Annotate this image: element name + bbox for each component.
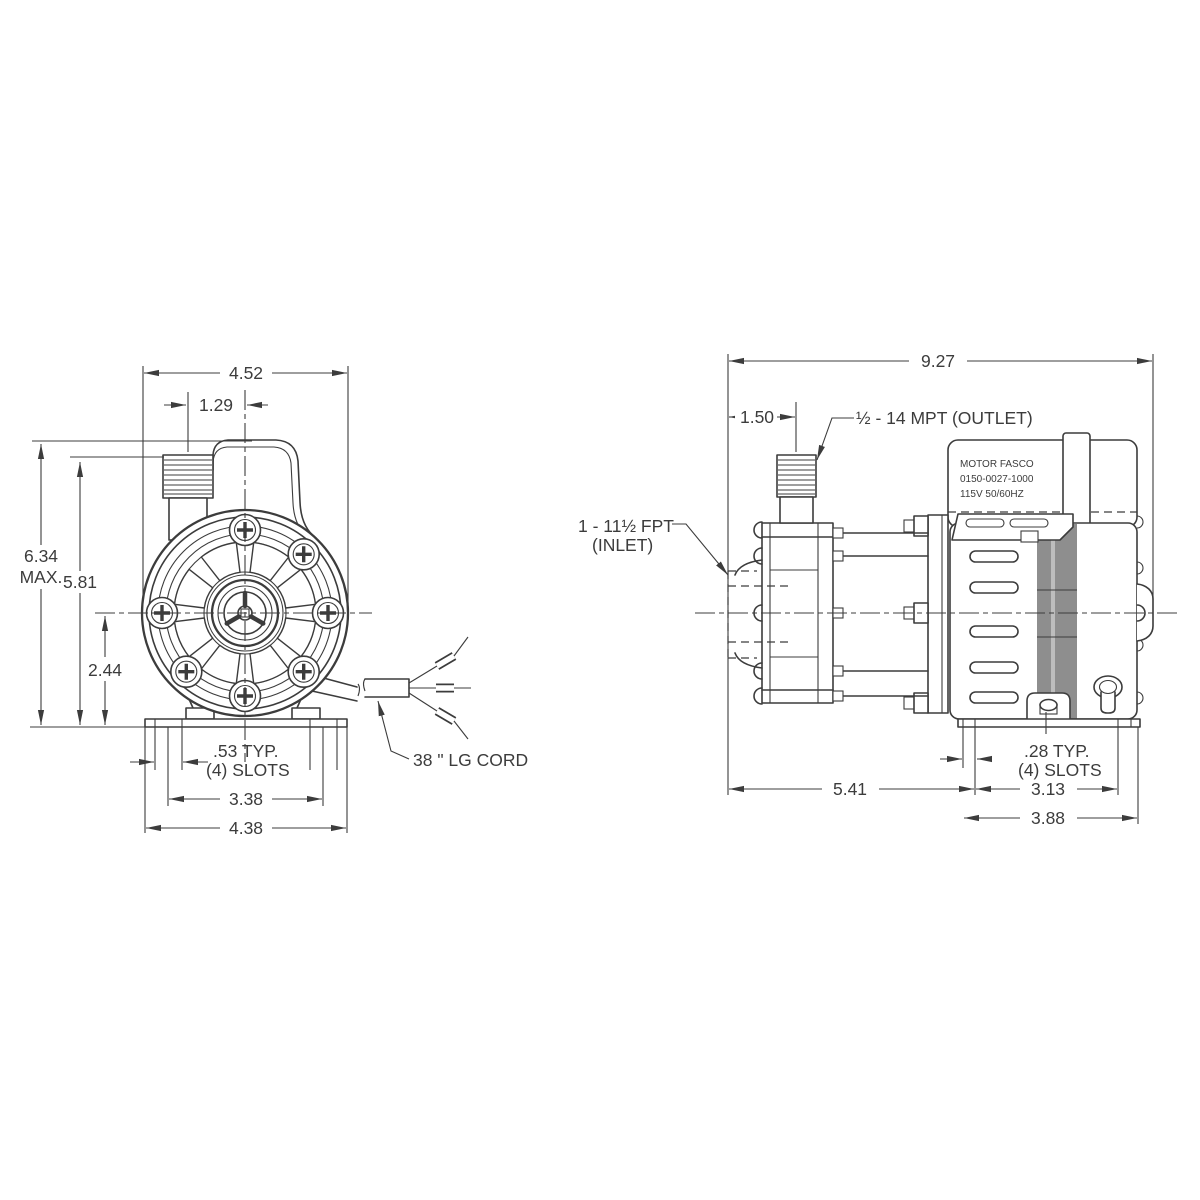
cord-leader	[378, 701, 409, 759]
dim-side-overall-length: 9.27	[920, 351, 956, 371]
end-bell-details	[1137, 516, 1153, 704]
dim-side-base-width: 3.88	[1030, 808, 1066, 828]
motor-label-3: 115V 50/60HZ	[960, 489, 1024, 500]
motor-stripe	[1037, 524, 1077, 719]
motor-label-1: MOTOR FASCO	[960, 459, 1034, 470]
side-slot-note-2: (4) SLOTS	[1018, 760, 1102, 780]
outlet-pipe-side	[777, 455, 816, 523]
motor-stripe-highlight	[1051, 524, 1055, 719]
motor-label-2: 0150-0027-1000	[960, 474, 1034, 485]
side-view	[728, 433, 1153, 734]
front-view	[142, 440, 471, 739]
wire-leads	[409, 637, 471, 739]
motor-flange	[904, 515, 948, 713]
motor-nameplate	[960, 459, 1034, 500]
dim-front-base-width: 4.38	[228, 818, 264, 838]
dim-front-overall-width: 4.52	[228, 363, 264, 383]
dim-side-inlet-to-slot: 5.41	[832, 779, 868, 799]
inlet-port-label-1: 1 - 11½ FPT	[578, 516, 674, 536]
outlet-leader	[817, 418, 854, 460]
bottom-bracket	[1027, 693, 1070, 719]
dim-side-outlet-offset: 1.50	[739, 407, 775, 427]
dim-front-max-height-suffix: MAX.	[19, 567, 63, 587]
dim-side-slot-centers: 3.13	[1030, 779, 1066, 799]
inlet-leader	[672, 524, 728, 575]
motor-strap	[1063, 433, 1090, 527]
front-slot-note-2: (4) SLOTS	[206, 760, 290, 780]
inlet-port-label-2: (INLET)	[592, 535, 654, 555]
motor-body	[950, 514, 1153, 719]
dim-front-centerline-height: 2.44	[87, 660, 123, 680]
front-slot-note-1: .53 TYP.	[213, 741, 279, 761]
cord-length-label: 38 " LG CORD	[413, 750, 529, 770]
dim-front-outlet-offset: 1.29	[198, 395, 234, 415]
outlet-port-label: ½ - 14 MPT (OUTLET)	[856, 408, 1033, 428]
flange-bolts	[904, 516, 928, 713]
dim-front-max-height: 6.34	[23, 546, 59, 566]
side-slot-note-1: .28 TYP.	[1024, 741, 1090, 761]
dim-front-outlet-height: 5.81	[62, 572, 98, 592]
dim-front-slot-centers: 3.38	[228, 789, 264, 809]
